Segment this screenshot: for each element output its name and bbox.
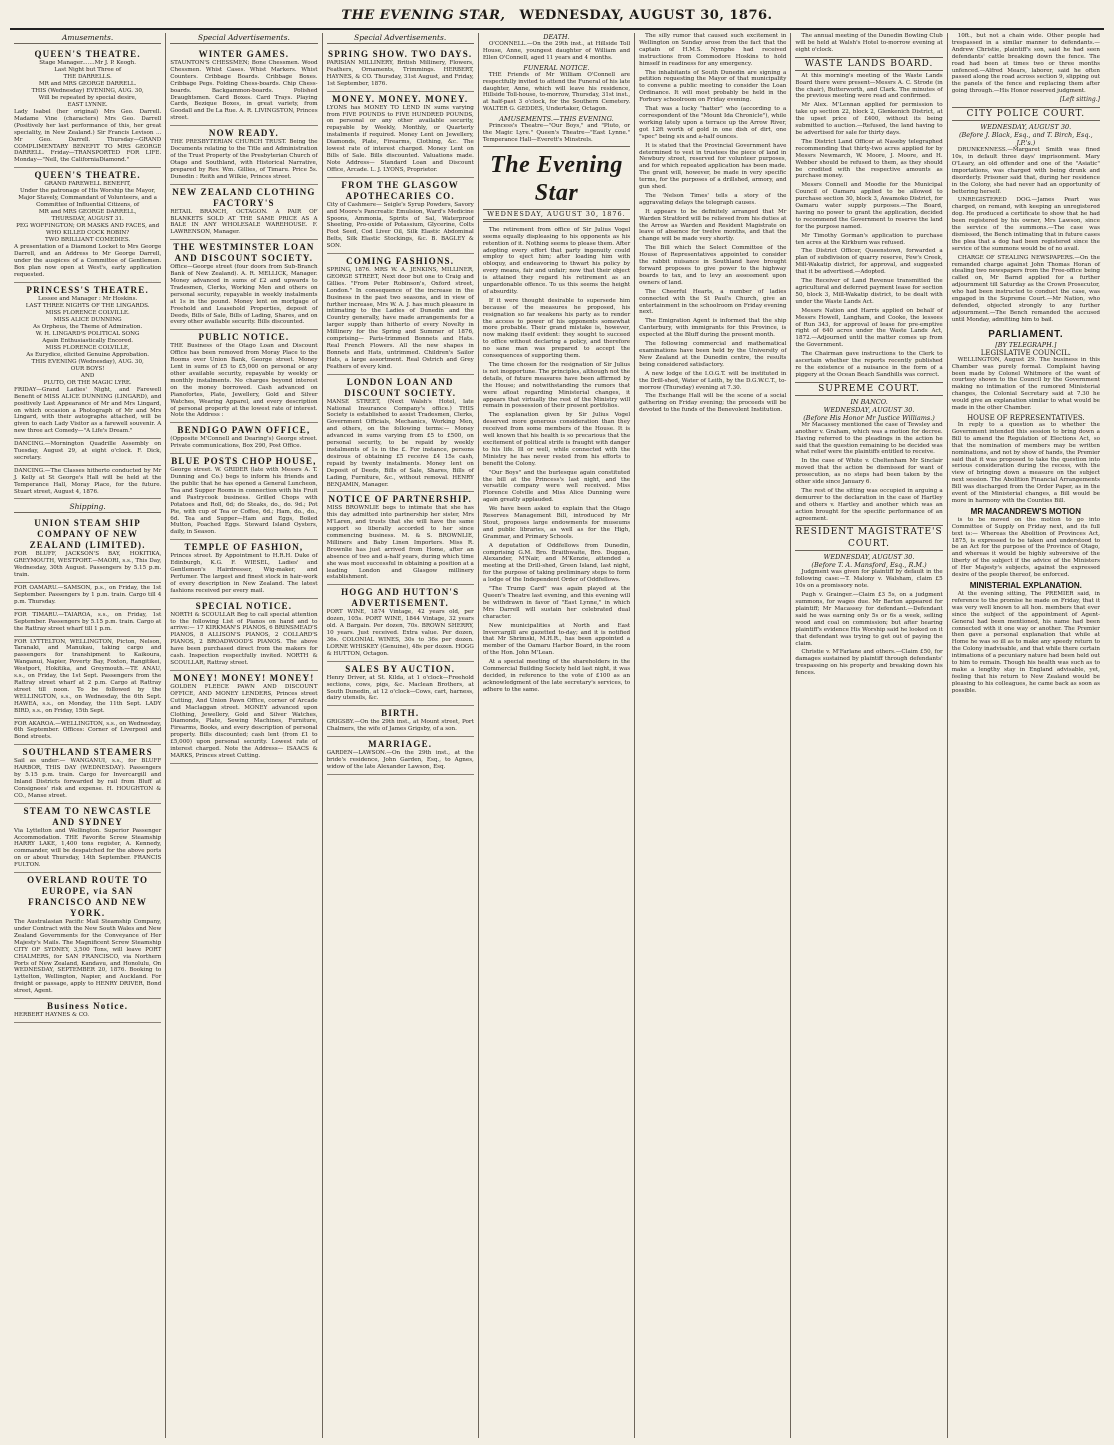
police-court-title: CITY POLICE COURT. <box>952 107 1100 121</box>
news-paragraph: The Emigration Agent is informed that the ship Canterbury, with immigrants for this Province, is expected at the Bluff during the present month. <box>639 318 787 339</box>
shipping-ad-body: Via Lyttelton and Wellington. Superior Passenger Accommodation. THE Favorite Screw Steamship HARRY LAKE, 1,400 tons register, A. Kennedy, commander, will be despatched for the above ports on or about Thursday, 14th September. FRANCIS FULTON. <box>14 827 162 869</box>
special-2-ad-body: GRIGSBY.—On the 29th inst., at Mount street, Port Chalmers, the wife of James Grigsby, of a son. <box>326 719 474 733</box>
waste-lands-paragraph: Mr Alex. M'Lennan applied for permission to take up section 22, block 2, Glenkenich District, at the upset price of £400, without its being submitted to auction.—Refused, the land having to be advertised for sale for thirty days. <box>795 102 943 136</box>
rm-court-before: (Before T. A. Mansford, Esq., R.M.) <box>811 561 927 570</box>
special-ad <box>170 240 317 330</box>
ministerial-explanation-body: At the evening sitting, The PREMIER said, in reference to the promise he made on Friday, that it was very well known to all hon. members that ever since the subject of the appointment of Agent-General had been mentioned, his name had been connected with it one way or another. The Premier then gave a personal explanation that while at Home he was so ill as to make any speedy return to the Colony inadvisable, and that while there certain intimations of a pecuniary nature had been held out to him to remain. Though his health was such as to make a lengthy stay in England advisable, yet, feeling that his return to New Zealand would be pleasing to his colleagues, he came back as soon as possible. <box>951 591 1100 694</box>
shipping-ad-title: OVERLAND ROUTE TO EUROPE, via SAN FRANCISCO AND NEW YORK. <box>27 875 149 919</box>
amusement-ad-line: PLUTO, OR THE MAGIC LYRE. <box>43 379 132 386</box>
police-court-date: WEDNESDAY, AUGUST 30. <box>980 123 1072 132</box>
waste-lands-paragraph: Mr Timothy Gorman's application to purchase ten acres at the Kirkburn was refused. <box>795 232 943 246</box>
news-paragraph: That was a lucky "hatter" who (according to a correspondent of the "Mount Ida Chronicle"), while working lately upon a terrace up the Arrow River, got 12ft worth of gold in one dish of dirt, one "spec" being six and a-half ounces. <box>639 106 787 140</box>
special-2-ad <box>327 375 474 493</box>
special-ad <box>170 423 317 454</box>
special-2-ad <box>327 92 474 178</box>
special-ad-title: BLUE POSTS CHOP HOUSE, <box>171 456 317 467</box>
funeral-notice: THE Friends of Mr William O'Connell are respectfully invited to attend the Funeral of his late daughter, Anne, which will leave his residence, Hillside Toll-house, to-morrow, Thursday, 31st inst., at half-past 3 o'clock, for the Southern Cemetery. WALTER G. GEDDES, Undertaker, Octagon. <box>482 71 631 113</box>
special-ad-title: SPECIAL NOTICE. <box>195 600 293 611</box>
special-2-ad-title: MONEY. MONEY. MONEY. <box>332 93 469 104</box>
shipping-ad-body: FOR OAMARU.—SAMSON, p.s., on Friday, the 1st September. Passengers by 1 p.m. train. Cargo till 4 p.m. Thursday. <box>14 585 162 605</box>
special-ad-body: NORTH & SCOULLAR Beg to call special attention to the following List of Pianos on hand and to arrive:— 17 KIRKMAN'S PIANOS, 6 BRINSMEAD'S PIANOS, 8 ALLISON'S PIANOS, 2 COLLARD'S PIANOS, 2 BROADWOOD'S PIANOS. The above have been purchased direct from the makers for cash. Inspection respectfully invited. NORTH & SCOULLAR, Rattray street. <box>170 611 318 666</box>
flag-date: WEDNESDAY, AUGUST 30, 1876. <box>483 209 630 222</box>
special-ad <box>170 454 317 540</box>
amusement-ad <box>14 466 161 500</box>
rm-court-paragraph: Christie v. M'Farlane and others.—Claim £50, for damages sustained by plaintiff through defendants' trespassing on his property and breaking down his fences. <box>795 649 943 677</box>
shipping-ad <box>14 583 161 610</box>
amusement-ad-line: As Orpheus, the Theme of Admiration. <box>33 323 143 330</box>
amusement-ad-line: AND <box>80 372 95 379</box>
amusement-ad-line: THURSDAY, AUGUST 31. <box>51 216 124 223</box>
special-2-ad <box>327 585 474 661</box>
amusement-ad-line: As Eurydice, elicited Genuine Approbation. <box>26 351 149 358</box>
amusement-ad-line: LAST THREE NIGHTS OF THE LINGARDS. <box>25 302 150 309</box>
amusement-ad-line: PEG WOFFINGTON; OR MASKS AND FACES, and <box>16 223 160 230</box>
amusement-ad <box>14 47 161 168</box>
amusement-ad-line: MISS ALICE DUNNING <box>53 316 122 323</box>
editorial-paragraph: At a special meeting of the shareholders in the Commercial Building Society held last night, it was decided, in reference to the vote of £100 as an acknowledgment of the late secretary's services, to adhere to the same. <box>482 659 631 693</box>
amusement-ad-line: EAST LYNNE. <box>67 102 108 108</box>
news-paragraph: The Cheerful Hearts, a number of ladies connected with the St Paul's Church, give an entertainment in the schoolroom on Friday evening next. <box>639 288 787 316</box>
amusement-ad-line: W. H. LINGARD'S POLITICAL SONG <box>35 330 140 337</box>
amusement-ad-line: Stage Manager.......Mr J. P. Keogh. <box>39 60 137 66</box>
editorial-paragraph: If it were thought desirable to supersede him because of the measures he proposed, his resignation so far weakens his party as to render the access to power of his opponents somewhat more probable. Their grand mistake is, however, now making itself evident: they sought to succeed to office without declaring a policy, and therefore no sane man was prepared to accept the consequences of supporting them. <box>482 297 631 360</box>
special-ad-body: Princes street. By Appointment to H.R.H. Duke of Edinburgh, K.G. F. WIESEL, Ladies' and Gentlemen's Hairdresser, Wig-maker, and Perfumer. The largest and finest stock in hair-work of every description in New Zealand. The latest fashions received per every mail. <box>170 553 318 594</box>
special-ad-body: Office—George street (four doors from Sub-Branch Bank of New Zealand). A. R. MELLICK, Manager. Money advanced in sums of £2 and upwards to Tradesmen, Clerks, Working Men and others on personal security, repayable in weekly instalments at 1s in the pound. Money lent on mortgage of Freehold and Leasehold Properties, deposit of Deeds, Bills of Sale, Bills of Lading, Shares, and on every other available security. Bills discounted. <box>170 264 318 326</box>
special-ad-title: BENDIGO PAWN OFFICE, <box>177 425 311 436</box>
special-ad-title: THE WESTMINSTER LOAN AND DISCOUNT SOCIETY. <box>173 242 315 264</box>
news-paragraph: The Exchange Hall will be the scene of a social gathering on Friday evening; the proceeds will be devoted to the funds of the Benevolent Institution. <box>639 393 787 414</box>
special-2-ad <box>327 254 474 375</box>
special-2-ad-body: LYONS has MONEY TO LEND IN sums varying from FIVE POUNDS to FIVE HUNDRED POUNDS, on personal or any other available security, repayable by Weekly, Monthly, or Quarterly instalments if required. Money Lent on Jewellery, Diamonds, Plate, Firearms, Clothing, &c. The lowest rate of interest charged. Money Lent on Bills of Sale. Bills discounted. Valuations made. Note Address— Standard Loan and Discount Office, Arcade. L. J. LYONS, Proprietor. <box>326 104 474 173</box>
shipping-ad <box>14 637 161 719</box>
special-ad-body: RETAIL BRANCH, OCTAGON. A PAIR OF BLANKETS SOLD AT THE SAME PRICE AS A BALE IN ANY WHOLESALE WAREHOUSE. F. LAWRENSON, Manager. <box>170 208 318 236</box>
amusement-ad-line: MR and MRS GEORGE DARRELL. <box>38 81 137 87</box>
special-ad-title: PUBLIC NOTICE. <box>198 332 290 343</box>
amusement-ad-line: Will be repeated by special desire, <box>38 95 137 101</box>
editorial-paragraph: New municipalities at North and East Invercargill are gazetted to-day; and it is notified that Mr Shrimski, M.H.R., has been appointed a member of the Oamaru Harbor Board, in the room of the Hon. John M'Lean. <box>482 622 631 657</box>
rm-court-paragraph: Judgment was given for plaintiff by default in the following case:—T. Malony v. Walsham, claim £5 10s on a promissory note. <box>795 569 943 590</box>
rm-court-paragraph: Pugh v. Grainger.—Claim £3 5s, on a judgment summons, for wages due. Mr Barton appeared for plaintiff; Mr Macassey for defendant.—Defendant said he was earning only 5s or 6s a week, selling wood and coal on commission; but after hearing plaintiff's evidence His Worship said he looked on it that defendant was trying to get out of paying the claim. <box>795 592 943 647</box>
special-ad-body: THE PRESBYTERIAN CHURCH TRUST. Being the Documents relating to the Title and Administration of the Trust Property of the Presbyterian Church of Otago and Southland, with Historical Narrative, prepared by Rev. Wm. Gillies, of Timaru. Price 5s. Dunedin : Reith and Wilkie, Princes street. <box>170 139 318 180</box>
special-2-ad-body: PORT WINE, 1874 Vintage, 42 years old, per dozen, 105s. PORT WINE, 1844 Vintage, 32 years old. A Bargain. Per dozen, 70s. BROWN SHERRY, 10 years. Just received. Extra value. Per dozen, 36s. COLONIAL WINES, 30s to 36s per dozen. LORNE WHISKEY (Genuine), 48s per dozen. HOGG & HUTTON, Octagon. <box>326 609 474 657</box>
amusement-ad-line: Under the patronage of His Worship the Mayor, Major Stavely, Commandant of Volunteers, and a Committee of Influential Citizens, of <box>18 188 157 209</box>
rm-court-date: WEDNESDAY, AUGUST 30. <box>823 553 915 562</box>
waste-lands-paragraph: Messrs Connell and Moodie for the Municipal Council of Oamaru applied to be allowed to purchase section 30, block 3, Awamoko District, for Oamaru water supply purposes.—The Board, having no power to grant the application, decided to recommend the Government to reserve the land for the purpose named. <box>795 182 943 230</box>
editorial-paragraph: "The Trump Card" was again played at the Queen's Theatre last evening, and this evening will be withdrawn in favor of "East Lynne," in which Mrs Darrell will sustain her celebrated dual character. <box>482 586 631 620</box>
editorial-paragraph: A deputation of Oddfellows from Dunedin, comprising G.M. Bro. Braithwaite, Bro. Duggan, Alexander, M'Nair, and M'Kenzie, attended a meeting at the Drill-shed, Green Island, last night, for the purpose of taking preliminary steps to form a lodge of the Independent Order of Oddfellows. <box>482 542 631 584</box>
shipping-ad-title: UNION STEAM SHIP COMPANY OF NEW ZEALAND (LIMITED). <box>29 518 146 551</box>
amusement-ad-body: Lady Isabel (her original) Mrs Geo. Darrell. Madame Vine (characters) Mrs Geo. Darrell (Positively her last performance of this, her great speciality, in New Zealand.) Sir Francis Levison ... Mr Geo. Darrell. Thursday—GRAND COMPLIMENTARY BENEFIT TO MRS GEORGE DARRELL. Friday—TRANSPORTED FOR LIFE. Monday—"Nell, the CaliforniaDiamond." <box>14 109 162 164</box>
shipping-ad <box>14 804 161 873</box>
amusement-ad-line: GRAND FAREWELL BENEFIT, <box>44 181 131 188</box>
shipping-ad-title: STEAM TO NEWCASTLE AND SYDNEY <box>23 805 152 827</box>
amusement-ad-line: Lessee and Manager : Mr Hoskins. <box>38 295 138 302</box>
amusements-header: Amusements. <box>14 33 161 44</box>
macandrew-motion-body: is to be moved on the motion to go into Committee of Supply on Friday next, and its full text is:— Whereas the Abolition of Provinces Act, 1875, is expressed to be taken and understood to be an Act for the purpose of the Province of Otago, and whereas it would be highly subversive of the liberty of the subject if the advice of the Ministers of Her Majesty's subjects, against the expressed desire of the people thereof, be enforced. <box>951 516 1100 579</box>
special-ad <box>170 47 317 126</box>
shipping-ad-body: HERBERT HAYNES & CO. <box>14 1012 90 1019</box>
special-ad-body: George street. W. GRIDER (late with Messrs A. T. Dunning and Co.) begs to inform his friends and the public that he has opened a General Luncheon, Tea and Supper Rooms in connection with his Fruit and Pastrycook business. Grilled Chops with Potatoes and Roll, 6d; do Steaks, do., do. 9d.; Pot Pie, with cup of Tea or Coffee, 6d.; Ham, do., do., 6d. Tea and Supper—Ham and Eggs, Boiled Mutton, Poached Eggs. Steward Island Oysters, daily, in Season. <box>170 467 318 536</box>
amusement-ad-title: PRINCESS'S THEATRE. <box>26 284 149 295</box>
editorial-paragraph: The retirement from office of Sir Julius Vogel seems equally displeasing to his opponents as his retention of it. Nothing seems to please them. After adopting every effort that party ingenuity could employ to eject him; after loading him with obloquy, and endeavoring to thwart his policy by every means, fair and unfair; now that their object is attained they regard his retirement as an unpardonable offence. To us this seems the height of absurdity. <box>482 226 631 295</box>
column-4 <box>479 33 635 1438</box>
editorial-paragraph: The explanation given by Sir Julius Vogel deserved more generous consideration than they received from some members of the House. It is well known that his health is so precarious that the excitement of political strife is fraught with danger to his life. Ill or well, while connected with the Ministry he has never rested from his efforts to benefit the Colony. <box>482 412 631 467</box>
parliament-title: PARLIAMENT. <box>988 328 1064 340</box>
special-ad <box>170 599 317 671</box>
supreme-court-paragraph: In the case of White v. Cheltenham Mr Sinclair moved that the action be dismissed for want of prosecution, as no steps had been taken by the other side since January 6. <box>795 458 943 486</box>
waste-lands-paragraph: The District Land Officer at Naseby telegraphed recommending that thirty-two acres applied for by Messrs Newmarch, W. Moore, J. Moore, and H. Webber should be refused to them, as they should be credited with the respective amounts as purchase money. <box>795 138 943 180</box>
masthead-date: WEDNESDAY, AUGUST 30, 1876. <box>519 8 773 23</box>
shipping-ad <box>14 999 161 1023</box>
column-1 <box>10 33 166 1438</box>
amusement-ad-line: THE DARRELLS. <box>63 74 112 80</box>
supreme-court-date: WEDNESDAY, AUGUST 30. <box>823 405 915 414</box>
special-ad-body: STAUNTON'S CHESSMEN; Bone Chessmen. Wood Chessmen. Whist Cases. Whist Markers. Whist Counters. Cribbage Boards. Cribbage Boxes. Cribbage Pegs. Folding Chess-boards. Chip Chess-boards. Backgammon-boards. Polished Draughtsmen. Card Boxes. Card Trays. Playing Cards, Bezique Boxes, in great variety, from Goodall and De La Rue. A. R. LIVINGSTON, Princes street. <box>170 60 318 122</box>
column-3 <box>323 33 479 1438</box>
amusement-ad-line: OUR BOYS! <box>70 365 105 372</box>
rm-court-title: RESIDENT MAGISTRATE'S COURT. <box>795 527 943 550</box>
supreme-court-title: SUPREME COURT. <box>795 382 942 396</box>
special-ads-header-2: Special Advertisements. <box>327 33 474 44</box>
news-paragraph: The 'Nelson Times' tells a story of the aggravating delays the telegraph causes. <box>639 192 787 206</box>
amusement-ad-title: QUEEN'S THEATRE. <box>34 49 141 59</box>
special-2-ad <box>327 178 474 254</box>
news-paragraph: The inhabitants of South Dunedin are signing a petition requesting the Mayor of that municipality to convene a public meeting to consider the Loan Ordinance. It will most probably be held in the Forbury schoolroom on Friday evening. <box>639 69 787 104</box>
news-paragraph: It is stated that the Provincial Government have determined to vest in trustees the piece of land in Newbury street, reserved for volunteer purposes, and for which repeated application has been made. The grant will, however, be made in very specific terms, for the purposes of a drillshed, armory, and gun shed. <box>639 142 787 191</box>
amusement-ad <box>14 439 161 466</box>
amusement-ad-body: DANCING.—Mornington Quadrille Assembly on Tuesday, August 29, at eight o'clock. F. Dick, secretary. <box>14 441 162 461</box>
special-2-ad-body: SPRING, 1876. MRS W. A. JENKINS, MILLINER, GEORGE STREET, Next door but one to Craig and Gillies. "From Peter Robinson's, Oxford street, London." In consequence of the increase in the Business in the past two seasons, and in view of further increase, Mrs W. A. J. has much pleasure in intimating to the Ladies of Dunedin and the Country generally, have made arrangements for a larger supply than hitherto of every Novelty in Millinery for the Spring and Summer of 1876, comprising— Paris-trimmed Bonnets and Hats. Real French Flowers. All the new shapes in Bonnets and Hats, untrimmed. Children's Sailor Hats, a large assortment. Real Ostrich and Grey Feathers of every kind. <box>326 267 474 370</box>
death-title: DEATH. <box>543 33 570 41</box>
special-2-ad-body: City of Cashmere— Seigle's Syrup Powders, Savory and Moore's Pancreatic Emulsion, Ward's Medicine Spoons, Ammonia, Spirits of Sal, Waterproof Sheeting, Pro-oxide of Potassium, Glycerine, Colts Foot Seed, Cod Liver Oil, Silk Elastic Abdominal Belts, Silk Elastic Stockings, &c. B. BAGLEY & SON. <box>326 201 474 250</box>
police-court-paragraph: DRUNKENNESS.—Margaret Smith was fined 10s, in default three days' imprisonment. Mary O'Leary, an old offender and one of the "Asiatic" importations, was charged with being drunk and disorderly. Prisoner said that, during her residence in the Colony, she had never had an opportunity of bettering herself. <box>951 147 1100 195</box>
amusement-ad-body: FRIDAY—Grand Ladies' Night, and Farewell Benefit of MISS ALICE DUNNING (LINGARD), and positively Last Appearance of Mr and Mrs Lingard, on which occasion a Photograph of Mr and Mrs Lingard, with their autographs attached, will be given to each Lady Visitor as a farewell souvenir. A new three act Comedy—"A Life's Dream." <box>14 386 162 435</box>
shipping-ad <box>14 719 161 746</box>
shipping-ad <box>14 873 161 999</box>
special-2-ad-title: FROM THE GLASGOW APOTHECARIES CO. <box>341 179 459 201</box>
house-reps-title: HOUSE OF REPRESENTATIVES. <box>967 413 1085 422</box>
columns <box>10 33 1104 1438</box>
waste-lands-paragraph: The Chairman gave instructions to the Clerk to ascertain whether the reports recently published re the existence of a nuisance in the form of a piggery at the Ocean Beach Sandhills was correct. <box>795 351 943 378</box>
supreme-court-paragraph: Mr Macassey mentioned the case of Tewsley and another v. Graham, which was a motion for decree. Having referred to the pleadings in the action he said that the question remaining to be decided was what relief were the plaintiffs entitled to receive. <box>795 421 943 456</box>
special-2-ad-body: PARISIAN MILLINERY, British Millinery, Flowers, Feathers, Ornaments, Trimmings. HERBERT, HAYNES, & CO. Thursday, 31st August, and Friday, 1st September, 1876. <box>326 60 474 87</box>
special-2-ad-body: GARDEN—LAWSON.—On the 29th inst., at the bride's residence, John Garden, Esq., to Agnes, widow of the late Alexander Lawson, Esq. <box>326 750 474 770</box>
shipping-ad-body: FOR LYTTELTON, WELLINGTON, Picton, Nelson, Taranaki, and Manukau, taking cargo and passengers for transhipment to Kaikoura, Wanganui, Napier, Poverty Bay, Foxton, Rangitikei, Westport, Hokitika, and Greymouth.—TE ANAU, s.s., on Friday, the 1st Sept. Passengers from the Rattray street wharf at 2 p.m. Cargo at Rattray street till noon. To be followed by the WELLINGTON, s.s., on Wednesday, the 6th Sept. HAWEA, s.s., on Monday, the 11th Sept. LADY BIRD, s.s., on Friday, 15th Sept. <box>14 638 162 714</box>
editorial-paragraph: The time chosen for the resignation of Sir Julius is not inopportune. The principles, although not the details, of future measures have been affirmed by the House; and notwithstanding the rumors that were afloat regarding Ministerial changes, it appears that virtually the rest of the Ministry will remain in possession of their present portfolios. <box>482 362 631 410</box>
special-ad <box>170 671 317 764</box>
special-ad-body: THE Business of the Otago Loan and Discount Office has been removed from Moray Place to the Rooms over Union Bank, George street. Money Lent in sums of £5 to £5,000 on personal or any other available security, repayable by weekly or monthly instalments. No charges beyond interest on the money borrowed. Cash advanced on Pianofortes, Plate, Jewellery, Gold and Silver Watches, Wearing Apparel, and every description of personal property at the lowest rate of interest. Note the Address : <box>170 343 318 419</box>
special-ad-title: WINTER GAMES. <box>198 49 290 59</box>
amusement-ad-line: MISS FLORENCE COLVILLE, <box>45 344 130 351</box>
amusement-ad-body: A presentation of a Diamond Locket to Mrs George Darrell, and an Address to Mr George Darrell, under the auspices of a Committee of Gentlemen. Box plan now open at West's, early application requested. <box>14 244 162 278</box>
special-2-ad <box>327 47 474 92</box>
amusement-ad-title: QUEEN'S THEATRE. <box>34 170 141 181</box>
special-2-ad <box>327 662 474 707</box>
legislative-council-title: LEGISLATIVE COUNCIL. <box>980 348 1071 357</box>
waste-lands-paragraph: Messrs Nation and Harris applied on behalf of Messrs Howell, Langham, and Cooke, the lessees of Run 343, for approval of lease for pre-emptive right of 640 acres under the Waste Lands Act, 1872.—Adjourned until the matter comes up from the Government. <box>795 307 943 349</box>
waste-lands-paragraph: The Receiver of Land Revenue transmitted the agricultural and deferred payment lease for section 50, block 3, Mill-Wakatip district, to be dealt with under the Waste Lands Act. <box>795 278 943 305</box>
special-2-ad-title: NOTICE OF PARTNERSHIP. <box>328 494 472 505</box>
amusement-ad-line: MR and MRS GEORGE DARRELL, <box>38 209 137 216</box>
special-ad-body: (Opposite M'Connell and Dearing's) George street. Private communications, Box 290, Post Office. <box>170 436 318 450</box>
waste-lands-paragraph: The District Officer, Queenstown, forwarded a plan of subdivision of quarry reserve, Few's Creek, Mill-Wakatip district, for approval, and suggested that it be advertised.—Adopted. <box>795 248 943 276</box>
special-2-ad-title: SPRING SHOW. TWO DAYS. <box>328 49 473 59</box>
amusement-ad-line: Last Night but Three of <box>54 67 122 73</box>
special-2-ad <box>327 706 474 737</box>
special-2-ad-title: BIRTH. <box>381 708 420 719</box>
police-court-paragraph: CHARGE OF STEALING NEWSPAPERS.—On the remanded charge against John Thomas Horan of stealing two newspapers from the Free-office being called on, Mr Barnd applied for a further adjournment till Saturday as the Crown Prosecutor, who had been instructed to conduct the case, was engaged in the Supreme Court.—Mr Nation, who defended, objected strongly to any further adjournment.—The Bench remanded the accused until Monday, admitting him to bail. <box>951 254 1100 323</box>
special-ad <box>170 330 317 423</box>
waste-lands-paragraph: At this morning's meeting of the Waste Lands Board there were present—Messrs A. C. Strode (in the chair), Butterworth, and Clark. The minutes of the previous meeting were read and confirmed. <box>795 72 943 100</box>
amusement-ad <box>14 168 161 283</box>
amusement-ad-line: TWO BRILLIANT COMEDIES. <box>44 237 131 244</box>
ministerial-explanation-title: MINISTERIAL EXPLANATION. <box>969 581 1082 590</box>
special-ad-body: GOLDEN FLEECE PAWN AND DISCOUNT OFFICE, AND MONEY LENDERS, Princes street Cutting, And Union Pawn Office, corner of Arcade and Maclaggan street. MONEY advanced upon Clothing, Jewellery, Gold and Silver Watches, Diamonds, Plate, Sewing Machines, Furniture, Firearms, Books, and every description of personal property. Bills discounted; cash lent (from £1 to £5,000) upon personal security. Lowest rate of interest charged. Note the Address— ISAACS & MARKS, Princes street Cutting. <box>170 683 318 759</box>
masthead-title: THE EVENING STAR, <box>341 8 506 23</box>
macandrew-motion-title: MR MACANDREW'S MOTION <box>970 506 1081 516</box>
house-reps-body: In reply to a question as to whether the Government intended this session to bring down a Bill to amend the Regulation of Elections Act, so that the nomination of members may be written nominations, and not by show of hands, the Premier said that it was proposed to take the question into serious consideration during the recess, with the view of bringing down a measure on the subject next session. The Abolition Financial Arrangements Bill was discharged from the Order Paper, as in the event of the Ministerial changes, a Bill would be more in harmony with the Counties Bill. <box>951 421 1100 504</box>
left-sitting: [Left sitting.] <box>1059 96 1100 104</box>
amusement-ad-line: MISS FLORENCE COLVILLE. <box>45 309 130 316</box>
editorial-paragraph: "Our Boys" and the burlesque again constituted the bill at the Princess's last night, and the versatile company were well received. Miss Florence Colville and Miss Alice Dunning were again greatly applauded. <box>482 469 631 504</box>
shipping-ad-body: Sail as under:— WANGANUI, s.s., for BLUFF HARBOR, THIS DAY (WEDNESDAY). Passengers by 5.15 p.m. train. Cargo for Invercargill and Inland Districts forwarded by rail from Bluff at Consignees' risk and expense. H. HOUGHTON & CO., Manse street. <box>14 758 162 799</box>
shipping-ad-body: The Australasian Pacific Mail Steamship Company, under Contract with the New South Wales and New Zealand Governments for the Conveyance of Her Majesty's Mails. The Magnificent Screw Steamship CITY OF SYDNEY, 3,500 Tons, will leave PORT CHALMERS, for SAN FRANCISCO, via Northern Ports of New Zealand, Kandavu, and Honolulu, On WEDNESDAY, SEPTEMBER 20, 1876. Booking to Lyttelton, Wellington, Napier, and Auckland. For freight or passage, apply to HENRY DRIVER, Bond street, Agent. <box>14 919 162 995</box>
special-ads-header: Special Advertisements. <box>170 33 317 44</box>
police-court-paragraph: UNREGISTERED DOG.—James Peart was charged, on remand, with keeping an unregistered dog. He produced a certificate to show that he had been registered by his owner, Mrs Lawson, since the service of the summons.—The case was dismissed, the Bench intimating that in future cases the plea that a dog had been registered since the service of the summons would be of no avail. <box>951 197 1100 252</box>
special-ad <box>170 126 317 184</box>
editorial-paragraph: We have been asked to explain that the Otago Reserves Management Bill, introduced by Mr Stout, proposes large endowments for museums and public libraries, as well as for the High, Grammar, and Primary Schools. <box>482 506 631 540</box>
bowling-club-note: The annual meeting of the Dunedin Bowling Club will be held at Walsh's Hotel to-morrow evening at eight o'clock. <box>795 33 943 53</box>
special-ad-title: TEMPLE OF FASHION, <box>184 542 304 553</box>
shipping-ad-body: FOR AKAROA.—WELLINGTON, s.s., on Wednesday, 6th September. Offices: Corner of Liverpool and Bond streets. <box>14 720 162 741</box>
column-6 <box>791 33 947 1438</box>
supreme-court-paragraph: The rest of the sitting was occupied in arguing a demurrer to the declaration in the case of Hartley and others v. Hartley and another which was an action brought for the specific performance of an agreement. <box>795 487 943 522</box>
shipping-ad-title: SOUTHLAND STEAMERS <box>22 747 153 758</box>
special-ad-title: MONEY! MONEY! MONEY! <box>173 672 315 683</box>
death-notice: O'CONNELL.—On the 29th inst., at Hillside Toll House, Anne, youngest daughter of William and Ellen O'Connell, aged 11 years and 4 months. <box>482 41 631 61</box>
legislative-council-body: WELLINGTON, August 29. The business in this Chamber was purely formal. Complaint having been made by Colonel Whitmore of the want of courtesy shown to the Council by the Government making no intimation of the rumored Ministerial changes, the Colonial Secretary said at 7.30 he would give an explanation similar to what would be made in the other Chamber. <box>951 356 1100 412</box>
amusement-ad-line: WHO KILLED COCK ROBIN? <box>46 230 130 237</box>
amusement-ad-body: DANCING.—The Classes hitherto conducted by Mr J. Kelly at St George's Hall will be held at the Temperance Hall, Moray Place, for the future. Stuart street, August 4, 1876. <box>14 467 162 495</box>
special-2-ad-title: MARRIAGE. <box>368 739 433 750</box>
newspaper-flag <box>483 146 630 224</box>
supreme-court-sub: IN BANCO. <box>850 397 888 406</box>
masthead <box>10 8 1104 30</box>
news-paragraph: The Bill which the Select Committee of the House of Representatives appointed to consider the rabbit nuisance in Southland have brought forward proposes to give power to the highway boards to tax, and to levy an assessment upon owners of land. <box>639 245 787 286</box>
police-court-before: (Before J. Black, Esq., and T. Birch, Esq., J.P.'s.) <box>958 131 1093 148</box>
column-2 <box>166 33 322 1438</box>
christie-case-cont: 10ft., but not a chain wide. Other people had trespassed in a similar manner to defendants.—Andrew Christie, plaintiff's son, said he had seen defendants' cattle breaking down the fence. The road had been at times two or three months unfenced.—Alfred Mears, laborer, said he often passed along the road across section 9, slipping out the panels of the fence and replacing them after going through.—His Honor reserved judgment. <box>951 33 1100 95</box>
waste-lands-title: WASTE LANDS BOARD. <box>795 57 942 71</box>
shipping-ad-title: Business Notice. <box>47 1001 129 1012</box>
amusement-ad <box>14 283 161 439</box>
news-paragraph: It appears to be definitely arranged that Mr Warden Stratford will be relieved from his duties at the Arrow as Warden and Resident Magistrate on leave of absence for twelve months, and that the change will be made very shortly. <box>639 208 787 243</box>
shipping-ad <box>14 610 161 637</box>
special-ad-title: NOW READY. <box>208 128 279 139</box>
amusement-ad-line: Again Enthusiastically Encored. <box>42 337 133 344</box>
parliament-sub: [BY TELEGRAPH.] <box>995 340 1057 349</box>
shipping-ad-body: FOR BLUFF, JACKSON'S BAY, HOKITIKA, GREYMOUTH, WESTPORT.—MAORI, s.s., This Day, Wednesday, 30th August. Passengers by 5.15 p.m. train. <box>14 551 162 579</box>
special-2-ad-title: LONDON LOAN AND DISCOUNT SOCIETY. <box>344 376 457 398</box>
special-2-ad-title: HOGG AND HUTTON'S ADVERTISEMENT. <box>341 587 460 609</box>
special-2-ad <box>327 737 474 775</box>
special-ad <box>170 540 317 598</box>
news-paragraph: A new lodge of the I.O.G.T. will be instituted in the Drill-shed, Water of Leith, by the D.G.W.C.T., to-morrow (Thursday) evening at 7.30. <box>639 370 787 391</box>
shipping-ad <box>14 516 161 583</box>
column-7 <box>948 33 1104 1438</box>
column-5 <box>635 33 791 1438</box>
shipping-ad-body: FOR TIMARU.—TAIAROA, s.s., on Friday, 1st September. Passengers by 5.15 p.m. train. Cargo at the Rattray street wharf till 1 p.m. <box>14 611 162 632</box>
flag-name: The Evening Star <box>490 151 623 206</box>
special-2-ad <box>327 492 474 585</box>
amusement-ad-line: THIS EVENING (Wednesday), AUG. 30, <box>31 358 144 365</box>
amusement-ad-line: THIS (Wednesday) EVENING, AUG. 30, <box>31 88 144 94</box>
special-2-ad-title: COMING FASHIONS. <box>346 256 455 267</box>
shipping-ad <box>14 745 161 803</box>
special-ad-title: NEW ZEALAND CLOTHING FACTORY'S <box>172 186 316 208</box>
special-2-ad-body: MISS BROWNLIE begs to intimate that she has this day admitted into partnership her sister, Mrs M'Laren, and trusts that she will have the same support so liberally accorded to her since commencing business. M. & S. BROWNLIE, Milliners and Baby Linen Importers. Miss R. Brownlie has just arrived from Home, after an absence of two and a-half years, during which time she was most successful in obtaining a position at a leading London and Glasgow millinery establishment. <box>326 505 474 581</box>
news-paragraph: The silly rumor that caused such excitement in Wellington on Sunday arose from the fact that the captain of H.M.S. Nymphe had received instructions from Commodore Hoskins to hold himself in readiness for any emergency. <box>639 33 787 67</box>
amusements-tonight-title: AMUSEMENTS.—THIS EVENING. <box>499 115 614 124</box>
special-2-ad-body: MANSE STREET, (Next Walsh's Hotel, late National Insurance Company's office.) THIS Society is established to assist Tradesmen, Clerks, Government Officials, Mechanics, Working Men, and others, on the following terms:— Money advanced in sums varying from £5 to £500, on personal security, to be repaid by weekly instalments of 1s in the £. For instance, persons desirous of obtaining £5 receive £4 15s cash, repaid by twenty instalments. Money lent on Deposit of Deeds, Bills of Sale, Shares, Bills of Lading, Furniture, &c., without removal. HENRY BENJAMIN, Manager. <box>326 398 474 488</box>
amusements-tonight: Princess's Theatre—"Our Boys," and "Pluto, or the Magic Lyre." Queen's Theatre—"East Lynne." Temperance Hall—Everett's Minstrels. <box>482 123 631 143</box>
funeral-title: FUNERAL NOTICE. <box>523 63 590 72</box>
special-2-ad-title: SALES BY AUCTION. <box>345 663 456 674</box>
special-2-ad-body: Henry Driver, at St. Kilda, at 1 o'clock—Freehold sections, cows, pigs, &c. Maclean Brothers, at South Dunedin, at 12 o'clock—Cows, cart, harness, dairy utensils, &c. <box>326 674 474 702</box>
shipping-header: Shipping. <box>14 502 161 513</box>
news-paragraph: The following commercial and mathematical examinations have been held by the University of New Zealand at the Dunedin centre, the results being considered satisfactory. <box>639 341 787 368</box>
supreme-court-before: (Before His Honor Mr Justice Williams.) <box>803 413 935 422</box>
special-ad <box>170 185 317 241</box>
